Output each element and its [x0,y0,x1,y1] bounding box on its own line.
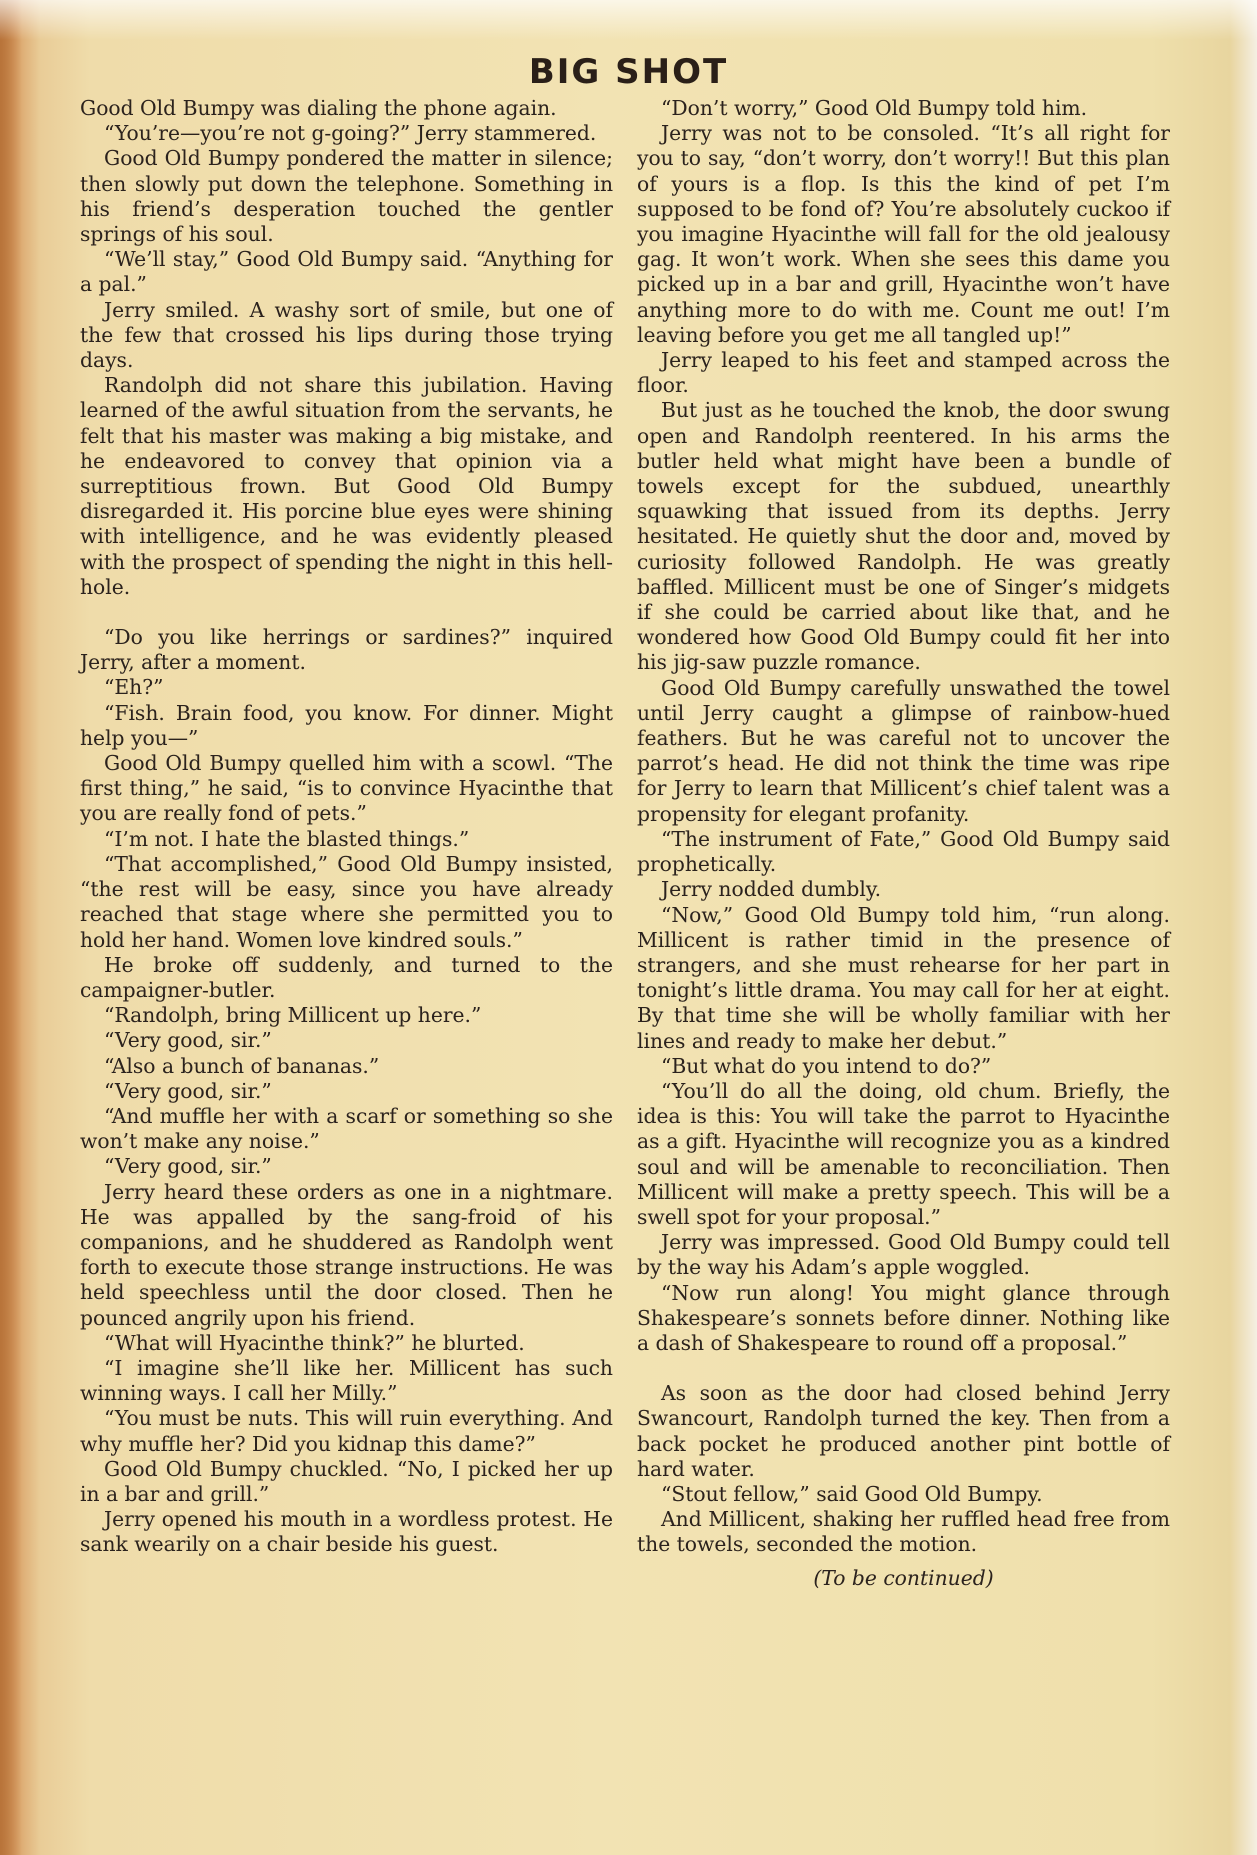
paragraph: “You’ll do all the doing, old chum. Briefly, the idea is this: You will take the parrot to Hyacinthe as a gift. Hyacinthe will recognize you as a kindred soul and will be amenable to reconciliation. Then Millicent will make a pretty speech. This will be a swell spot for your proposal.” [637,1078,1170,1229]
paragraph: As soon as the door had closed behind Jerry Swancourt, Randolph turned the key. Then from a back pocket he produced another pint bottle of hard water. [637,1381,1170,1481]
paragraph: “Eh?” [104,675,164,700]
paragraph: “We’ll stay,” Good Old Bumpy said. “Anything for a pal.” [80,247,613,297]
paragraph: “But what do you intend to do?” [661,1053,992,1078]
paragraph: And Millicent, shaking her ruffled head free from the towels, seconded the motion. [637,1507,1170,1557]
paragraph: Good Old Bumpy pondered the matter in silence; then slowly put down the telephone. Something in his friend’s desperation touched the gentler springs of his soul. [80,146,613,247]
right-column [637,96,1170,1591]
paragraph: “What will Hyacinthe think?” he blurted. [104,1330,525,1355]
paragraph: But just as he touched the knob, the door swung open and Randolph reentered. In his arms the butler held what might have been a bundle of towels except for the subdued, unearthly squawking that issued from its depths. Jerry hesitated. He quietly shut the door and, moved by curiosity followed Randolph. He was greatly baffled. Millicent must be one of Singer’s midgets if she could be carried about like that, and he wondered how Good Old Bumpy could fit her into his jig-saw puzzle romance. [637,398,1170,675]
paragraph: “Don’t worry,” Good Old Bumpy told him. [661,96,1088,120]
paragraph: Jerry was impressed. Good Old Bumpy could tell by the way his Adam’s apple woggled. [637,1230,1170,1280]
paragraph: “Randolph, bring Millicent up here.” [104,1003,482,1028]
paragraph: “Now,” Good Old Bumpy told him, “run along. Millicent is rather timid in the presence of strangers, and she must rehearse for her part in tonight’s little drama. You may call for her at eight. By that time she will be wholly familiar with her lines and ready to make her debut.” [637,902,1170,1053]
paragraph: “Do you like herrings or sardines?” inquired Jerry, after a moment. [80,625,613,675]
paragraph: “Very good, sir.” [104,1078,272,1103]
paragraph: “I imagine she’ll like her. Millicent has such winning ways. I call her Milly.” [80,1355,613,1406]
paragraph: Randolph did not share this jubilation. Having learned of the awful situation from the servants, he felt that his master was making a big mistake, and he endeavored to convey that opinion via a surreptitious frown. But Good Old Bumpy disregarded it. His porcine blue eyes were shining with intelligence, and he was evidently pleased with the prospect of spending the night in this hell-hole. [80,373,613,599]
paragraph: Good Old Bumpy was dialing the phone again. [80,96,557,120]
paragraph: Jerry heard these orders as one in a nightmare. He was appalled by the sang-froid of his companions, and he shuddered as Randolph went forth to execute those strange instructions. He was held speechless until the door closed. Then he pounced angrily upon his friend. [80,1179,613,1330]
paragraph: “You must be nuts. This will ruin everything. And why muffle her? Did you kidnap this dame?” [80,1406,613,1456]
paragraph: Jerry nodded dumbly. [661,877,882,902]
paragraph: “You’re—you’re not g-going?” Jerry stammered. [104,121,597,146]
paragraph: “I’m not. I hate the blasted things.” [104,826,470,851]
left-column [80,96,613,1558]
paragraph: “That accomplished,” Good Old Bumpy insisted, “the rest will be easy, since you have already reached that stage where she permitted you to hold her hand. Women love kindred souls.” [80,851,613,952]
paragraph: Jerry opened his mouth in a wordless protest. He sank wearily on a chair beside his guest. [80,1507,613,1557]
paragraph: Jerry leaped to his feet and stamped across the floor. [637,348,1170,398]
page-title: BIG SHOT [528,52,729,92]
paragraph: Jerry was not to be consoled. “It’s all right for you to say, “don’t worry, don’t worry!! But this plan of yours is a flop. Is this the kind of pet I’m supposed to be fond of? You’re absolutely cuckoo if you imagine Hyacinthe will fall for the old jealousy gag. It won’t work. When she sees this dame you picked up in a bar and grill, Hyacinthe won’t have anything more to do with me. Count me out! I’m leaving before you get me all tangled up!” [637,121,1170,347]
paragraph: Jerry smiled. A washy sort of smile, but one of the few that crossed his lips during those trying days. [80,297,613,373]
paragraph: Good Old Bumpy quelled him with a scowl. “The first thing,” he said, “is to convince Hyacinthe that you are really fond of pets.” [80,751,613,826]
paragraph: “Very good, sir.” [104,1028,272,1053]
paragraph: Good Old Bumpy carefully unswathed the towel until Jerry caught a glimpse of rainbow-hued feathers. But he was careful not to uncover the parrot’s head. He did not think the time was ripe for Jerry to learn that Millicent’s chief talent was a propensity for elegant profanity. [637,675,1170,826]
paragraph: “Also a bunch of bananas.” [104,1053,380,1078]
paragraph: He broke off suddenly, and turned to the campaigner-butler. [80,952,613,1002]
paragraph: “Very good, sir.” [104,1154,272,1179]
paragraph: “Stout fellow,” said Good Old Bumpy. [661,1481,1043,1506]
paragraph: Good Old Bumpy chuckled. “No, I picked her up in a bar and grill.” [80,1456,613,1506]
paragraph: “And muffle her with a scarf or something so she won’t make any noise.” [80,1103,613,1154]
paragraph: “Now run along! You might glance through Shakespeare’s sonnets before dinner. Nothing like a dash of Shakespeare to round off a proposal.” [637,1280,1170,1355]
to-be-continued: (To be continued) [813,1565,994,1590]
paragraph: “The instrument of Fate,” Good Old Bumpy said prophetically. [637,826,1170,877]
paragraph: “Fish. Brain food, you know. For dinner. Might help you—” [80,700,613,750]
